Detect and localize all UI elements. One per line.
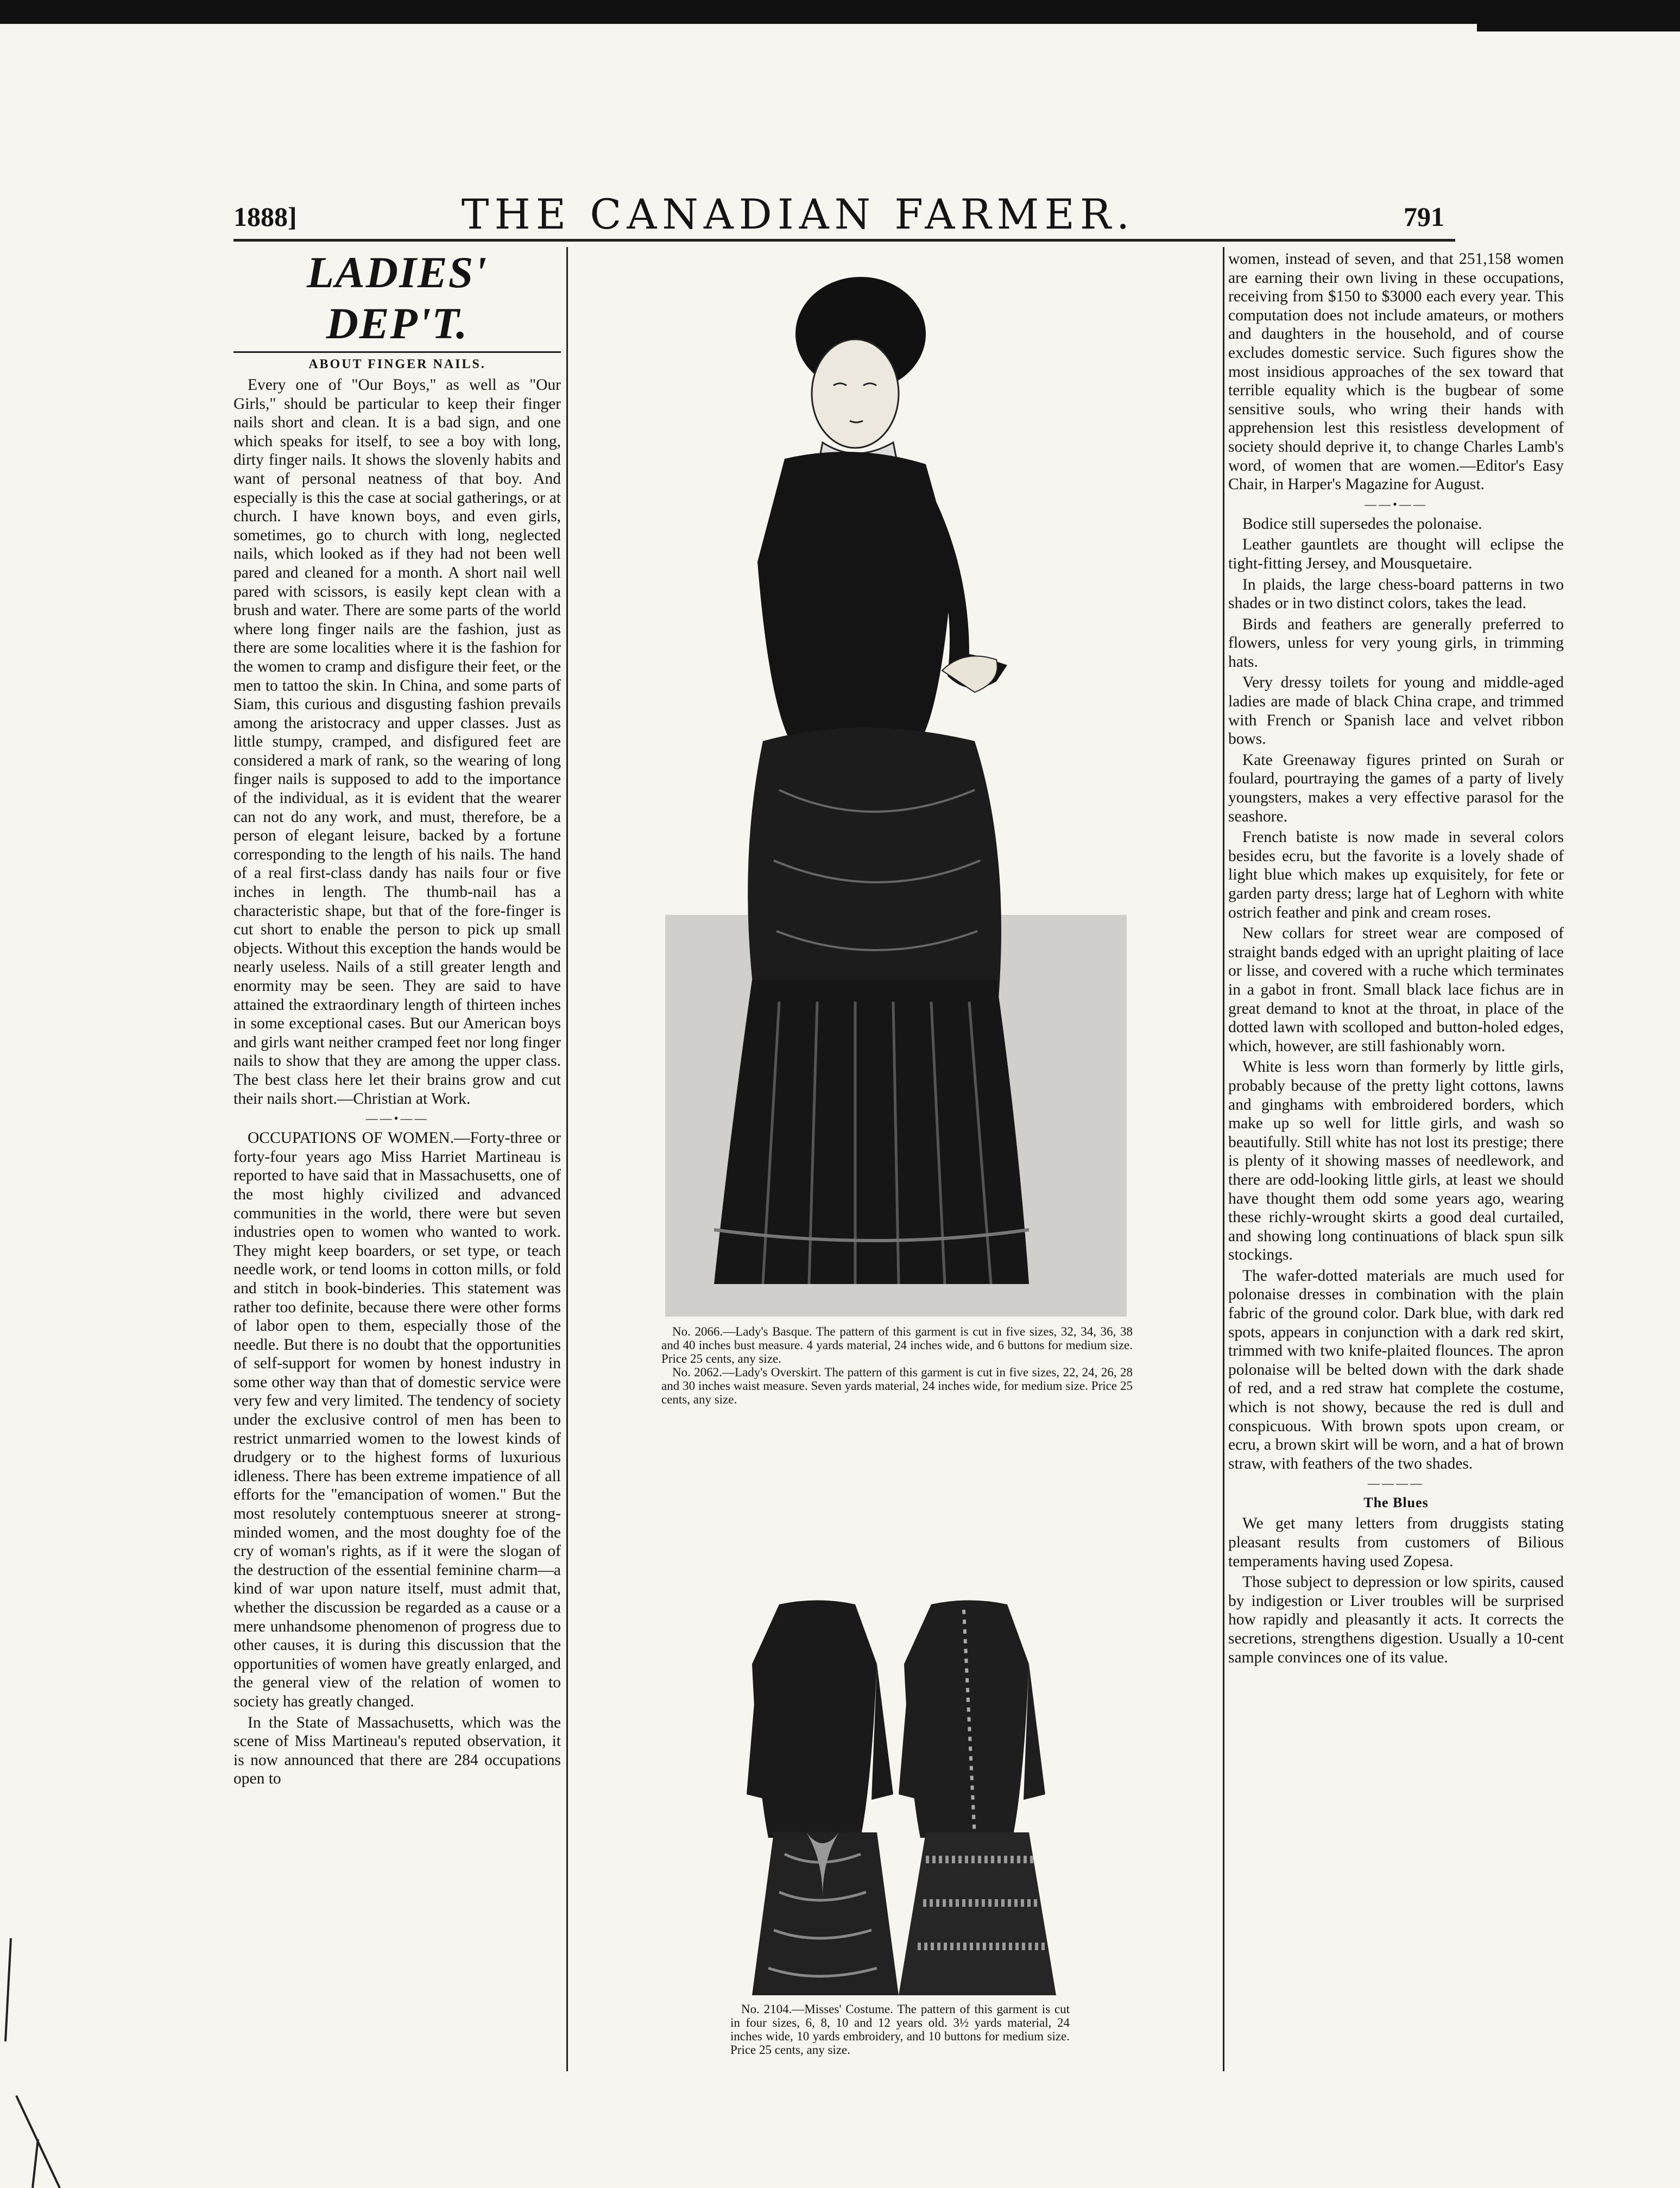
scan-margin-mark	[0, 1933, 76, 2188]
right-column	[1228, 250, 1564, 2066]
scan-border-top	[0, 0, 1680, 24]
occupations-article: OCCUPATIONS OF WOMEN.—Forty-three or forty-four years ago Miss Harriet Martineau is reported to have said that in Massachusetts, one of the most highly civilized and advanced communities in the world, there were but seven industries open to women who wanted to work. They might keep boarders, or set type, or teach needle work, or tend looms in cotton mills, or fold and stitch in book-binderies. This statement was rather too definite, because there were other forms of labor open to them, especially those of the needle. But there is no doubt that the opportunities of self-support for women by honest industry in some other way than that of domestic service were very few and very limited. The tendency of society under the exclusive control of men has been to restrict unmarried women to the lowest kinds of drudgery or to the highest forms of luxurious idleness. There has been extreme impatience of all efforts for the "emancipation of women." But the most resolutely contemptuous sneerer at strong-minded women, and the most doughty foe of the cry of woman's rights, as if it were the slogan of the destruction of the essential feminine charm—a kind of war upon nature itself, must admit that, whether the discussion be regarded as a cause or a mere unhandsome phenomenon of progress due to other causes, it is during this discussion that the opportunities of women have greatly enlarged, and the general view of the relation of women to society has greatly changed.	[233, 1129, 561, 1710]
blues-paragraph-1: We get many letters from druggists stating pleasant results from customers of Bilious temperaments having used Zopesa.	[1228, 1515, 1564, 1570]
occupations-article-end: women, instead of seven, and that 251,158 women are earning their own living in these occupations, receiving from $150 to $3000 each every year. This computation does not include amateurs, or mothers and daughters in the household, and of course excludes domestic service. Such figures show the most insidious approaches of the sex toward that terrible equality which is the bugbear of some sensitive souls, who wring their hands with apprehension lest this resistless development of society should deprive it, to change Charles Lamb's word, of women that are women.—Editor's Easy Chair, in Harper's Magazine for August.	[1228, 250, 1564, 494]
caption-lady-basque: No. 2066.—Lady's Basque. The pattern of this garment is cut in five sizes, 32, 34, 36, 38 and 40 inches bust measure. 4 yards material, 24 inches wide, and 6 buttons for medium size. Price 25 cents, any size.	[661, 1325, 1133, 1365]
left-column	[233, 247, 561, 2077]
blues-heading: The Blues	[1363, 1495, 1429, 1511]
scan-border-speck	[1477, 24, 1680, 31]
column-rule-left	[566, 247, 568, 2071]
masthead-rule	[233, 239, 1455, 242]
page-number: 791	[1404, 201, 1444, 232]
section-separator: ——•——	[1365, 497, 1428, 511]
misses-costume-illustration	[736, 1599, 1067, 2001]
caption-lady-overskirt: No. 2062.—Lady's Overskirt. The pattern of this garment is cut in five sizes, 22, 24, 26, 28 and 30 inches waist measure. Seven yards material, 24 inches wide, for medium size. Price 25 cents, any size.	[661, 1365, 1133, 1406]
fashion-note-birds: Birds and feathers are generally preferred to flowers, unless for very young girls, in trimming hats.	[1228, 615, 1564, 671]
caption-basque-overskirt	[661, 1325, 1133, 1406]
caption-misses-costume	[730, 2002, 1070, 2057]
fashion-note-toilets: Very dressy toilets for young and middle-aged ladies are made of black China crape, and trimmed with French or Spanish lace and velvet ribbon bows.	[1228, 674, 1564, 748]
finger-nails-article: Every one of "Our Boys," as well as "Our Girls," should be particular to keep their finger nails short and clean. It is a bad sign, and one which speaks for itself, to see a boy with long, dirty finger nails. It shows the slovenly habits and want of personal neatness of that boy. And especially is this the case at social gatherings, or at church. I have known boys, and even girls, sometimes, go to church with long, neglected nails, which looked as if they had not been well pared and cleaned for a month. A short nail well pared with scissors, is easily kept clean with a brush and water. There are some parts of the world where long finger nails are the fashion, just as there are some localities where it is the fashion for the women to cramp and disfigure their feet, or the men to tattoo the skin. In China, and some parts of Siam, this curious and disgusting fashion prevails among the aristocracy and upper classes. Just as little stumpy, cramped, and disfigured feet are considered a mark of rank, so the wearing of long finger nails is supposed to add to the importance of the individual, as it is evident that the wearer can not do any work, and must, therefore, be a person of elegant leisure, backed by a fortune corresponding to the length of his nails. The hand of a real first-class dandy has nails four or five inches in length. The thumb-nail has a characteristic shape, but that of the fore-finger is cut short to enable the person to pick up small objects. Without this exception the hands would be nearly useless. Nails of a still greater length and enormity may be seen. They are said to have attained the extraordinary length of thirteen inches in some exceptional cases. But our American boys and girls want neither cramped feet nor long finger nails to show that they are among the upper class. The best class here let their brains grow and cut their nails short.—Christian at Work.	[233, 376, 561, 1108]
fashion-note-plaids: In plaids, the large chess-board patterns in two shades or in two distinct colors, takes the lead.	[1228, 576, 1564, 612]
occupations-article-cont: In the State of Massachusetts, which was the scene of Miss Martineau's reputed observation, it is now announced that there are 284 occupations open to	[233, 1713, 561, 1788]
fashion-note-wafer: The wafer-dotted materials are much used for polonaise dresses in combination with the plain fabric of the ground color. Dark blue, with dark red spots, appears in conjunction with a dark red skirt, trimmed with two knife-plaited flounces. The apron polonaise will be belted down with the dark shade of red, and a red straw hat complete the costume, which is not showy, because the red is dull and conspicuous. With brown spots upon cream, or ecru, a brown skirt will be worn, and a hat of brown straw, with feathers of the two shades.	[1228, 1267, 1564, 1472]
section-separator: ————	[1368, 1476, 1424, 1490]
issue-year: 1888]	[233, 201, 297, 232]
section-separator: ——•——	[365, 1111, 429, 1125]
fashion-note-batiste: French batiste is now made in several colors besides ecru, but the favorite is a lovely shade of light blue which makes up exquisitely, for fete or garden party dress; large hat of Leghorn with white ostrich feather and pink and cream roses.	[1228, 829, 1564, 921]
ladies-dept-title: LADIES' DEP'T.	[307, 248, 488, 348]
column-rule-right	[1223, 247, 1224, 2071]
masthead	[228, 190, 1444, 239]
fashion-note-greenaway: Kate Greenaway figures printed on Surah or foulard, pourtraying the games of a party of lively youngsters, makes a very effective parasol for the seashore.	[1228, 751, 1564, 825]
blues-paragraph-2: Those subject to depression or low spirits, caused by indigestion or Liver troubles will be surprised how rapidly and pleasantly it acts. It corrects the secretions, strengthens digestion. Usually a 10-cent sample convinces one of its value.	[1228, 1573, 1564, 1666]
fashion-note-bodice: Bodice still supersedes the polonaise.	[1242, 515, 1482, 533]
caption-misses-costume-text: No. 2104.—Misses' Costume. The pattern of this garment is cut in four sizes, 6, 8, 10 and 12 years old. 3½ yards material, 24 inches wide, 10 yards embroidery, and 10 buttons for medium size. Price 25 cents, any size.	[730, 2002, 1070, 2057]
finger-nails-heading: ABOUT FINGER NAILS.	[308, 357, 486, 371]
fashion-note-collars: New collars for street wear are composed of straight bands edged with an upright plaiting of lace or lisse, and covered with a ruche which terminates in a gabot in front. Small black lace fichus are in great demand to knot at the throat, in place of the dotted lawn with scolloped and button-holed edges, which, however, are still fashionably worn.	[1228, 925, 1564, 1055]
fashion-note-white: White is less worn than formerly by little girls, probably because of the pretty light cottons, lawns and ginghams with embroidered borders, which make up so well for little girls, and wash so beautifully. Still white has not lost its prestige; there is plenty of it showing masses of needlework, and there are odd-looking little girls, at least we should have thought them odd some years ago, wearing these richly-wrought skirts a good deal curtailed, and showing long continuations of black spun silk stockings.	[1228, 1058, 1564, 1264]
lady-basque-illustration	[660, 274, 1132, 1317]
fashion-note-gauntlets: Leather gauntlets are thought will eclipse the tight-fitting Jersey, and Mousquetaire.	[1228, 536, 1564, 572]
newspaper-title: THE CANADIAN FARMER.	[461, 190, 1135, 238]
title-rule	[233, 351, 561, 353]
